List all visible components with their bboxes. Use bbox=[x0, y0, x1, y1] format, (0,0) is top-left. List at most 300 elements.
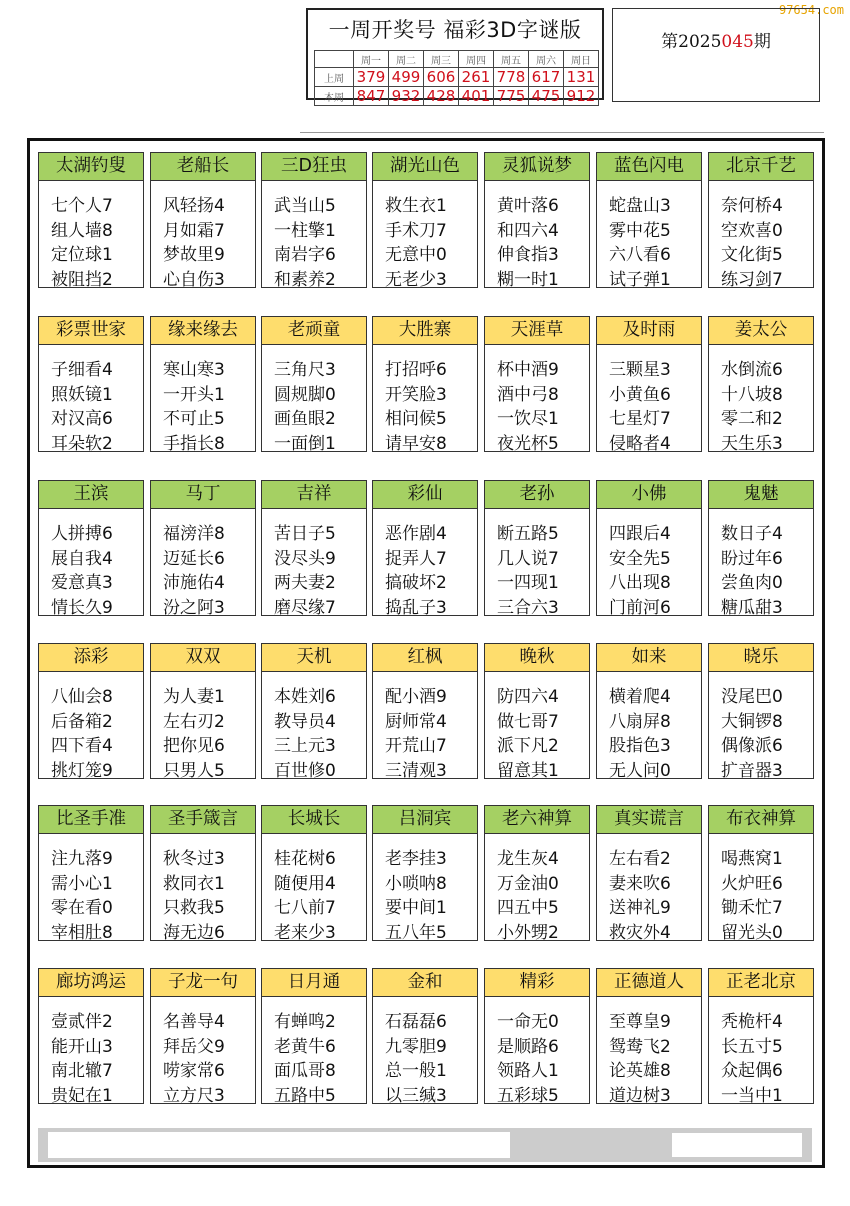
riddle-line: 八仙会8 bbox=[51, 687, 113, 707]
page-title: 一周开奖号 福彩3D字谜版 bbox=[328, 18, 582, 42]
riddle-line: 一柱擎1 bbox=[274, 220, 336, 241]
divider bbox=[300, 132, 824, 133]
riddle-line: 送神礼9 bbox=[609, 898, 671, 919]
riddle-line: 老来少3 bbox=[274, 923, 336, 944]
card-title: 如来 bbox=[597, 644, 701, 672]
riddle-line: 教导员4 bbox=[274, 711, 336, 732]
riddle-line: 面瓜哥8 bbox=[274, 1061, 336, 1082]
riddle-line: 试子弹1 bbox=[609, 270, 671, 291]
riddle-card bbox=[596, 480, 702, 619]
riddle-card bbox=[150, 968, 256, 1107]
riddle-line: 无老少3 bbox=[385, 270, 447, 291]
issue-box bbox=[612, 8, 820, 102]
card-body bbox=[262, 509, 366, 621]
card-body bbox=[151, 509, 255, 621]
riddle-line: 四跟后4 bbox=[609, 524, 671, 544]
riddle-line: 水倒流6 bbox=[721, 360, 783, 380]
riddle-line: 秃桅杆4 bbox=[721, 1012, 783, 1032]
riddle-line: 要中间1 bbox=[385, 898, 447, 919]
riddle-line: 风轻扬4 bbox=[163, 196, 225, 216]
riddle-line: 十八坡8 bbox=[721, 384, 783, 405]
riddle-line: 侵略者4 bbox=[609, 434, 671, 455]
card-body bbox=[262, 834, 366, 946]
riddle-card bbox=[708, 316, 814, 455]
card-title: 吉祥 bbox=[262, 481, 366, 509]
card-title: 蓝色闪电 bbox=[597, 153, 701, 181]
card-title: 王滨 bbox=[39, 481, 143, 509]
riddle-line: 耳朵软2 bbox=[51, 434, 113, 455]
card-title: 添彩 bbox=[39, 644, 143, 672]
riddle-line: 一四现1 bbox=[497, 573, 559, 594]
riddle-line: 盼过年6 bbox=[721, 548, 783, 569]
card-title: 太湖钓叟 bbox=[39, 153, 143, 181]
card-body bbox=[709, 997, 813, 1109]
riddle-line: 几人说7 bbox=[497, 548, 559, 569]
card-title: 布衣神算 bbox=[709, 806, 813, 834]
card-title: 红枫 bbox=[373, 644, 477, 672]
riddle-line: 没尾巴0 bbox=[721, 687, 783, 707]
card-body bbox=[709, 834, 813, 946]
riddle-line: 防四六4 bbox=[497, 687, 559, 707]
riddle-card bbox=[372, 152, 478, 291]
riddle-card bbox=[484, 805, 590, 944]
riddle-line: 只救我5 bbox=[163, 898, 225, 919]
riddle-line: 百世修0 bbox=[274, 761, 336, 782]
riddle-line: 奈何桥4 bbox=[721, 196, 783, 216]
card-title: 金和 bbox=[373, 969, 477, 997]
riddle-card bbox=[261, 480, 367, 619]
riddle-line: 能开山3 bbox=[51, 1036, 113, 1057]
riddle-line: 贵妃在1 bbox=[51, 1086, 113, 1107]
riddle-line: 酒中弓8 bbox=[497, 384, 559, 405]
riddle-card bbox=[261, 968, 367, 1107]
card-body bbox=[373, 181, 477, 293]
riddle-line: 圆规脚0 bbox=[274, 384, 336, 405]
draw-number: 912 bbox=[564, 87, 599, 106]
riddle-line: 糖瓜甜3 bbox=[721, 598, 783, 619]
footer-blank-left bbox=[48, 1132, 510, 1158]
riddle-line: 三清观3 bbox=[385, 761, 447, 782]
riddle-line: 搞破坏2 bbox=[385, 573, 447, 594]
riddle-line: 老李挂3 bbox=[385, 849, 447, 869]
day-label: 周三 bbox=[424, 51, 459, 68]
card-title: 北京千艺 bbox=[709, 153, 813, 181]
card-body bbox=[597, 672, 701, 784]
card-body bbox=[39, 997, 143, 1109]
riddle-card bbox=[596, 152, 702, 291]
riddle-card bbox=[372, 968, 478, 1107]
riddle-line: 锄禾忙7 bbox=[721, 898, 783, 919]
riddle-line: 道边树3 bbox=[609, 1086, 671, 1107]
riddle-card bbox=[372, 643, 478, 782]
riddle-line: 空欢喜0 bbox=[721, 220, 783, 241]
card-body bbox=[709, 672, 813, 784]
riddle-line: 有蝉鸣2 bbox=[274, 1012, 336, 1032]
riddle-line: 画鱼眼2 bbox=[274, 409, 336, 430]
riddle-line: 至尊皇9 bbox=[609, 1012, 671, 1032]
riddle-line: 秋冬过3 bbox=[163, 849, 225, 869]
riddle-card bbox=[38, 643, 144, 782]
riddle-line: 相问候5 bbox=[385, 409, 447, 430]
riddle-card bbox=[38, 316, 144, 455]
riddle-card bbox=[372, 480, 478, 619]
card-title: 比圣手准 bbox=[39, 806, 143, 834]
riddle-line: 爱意真3 bbox=[51, 573, 113, 594]
card-title: 大胜寨 bbox=[373, 317, 477, 345]
riddle-line: 照妖镜1 bbox=[51, 384, 113, 405]
riddle-line: 零在看0 bbox=[51, 898, 113, 919]
riddle-line: 心自伤3 bbox=[163, 270, 225, 291]
riddle-card bbox=[38, 480, 144, 619]
riddle-line: 随便用4 bbox=[274, 873, 336, 894]
card-title: 彩票世家 bbox=[39, 317, 143, 345]
riddle-line: 杯中酒9 bbox=[497, 360, 559, 380]
card-title: 彩仙 bbox=[373, 481, 477, 509]
card-body bbox=[39, 834, 143, 946]
day-label: 周六 bbox=[529, 51, 564, 68]
riddle-line: 磨尽缘7 bbox=[274, 598, 336, 619]
riddle-line: 人拼搏6 bbox=[51, 524, 113, 544]
riddle-card bbox=[150, 805, 256, 944]
riddle-line: 梦故里9 bbox=[163, 245, 225, 266]
card-body bbox=[151, 997, 255, 1109]
riddle-line: 迈延长6 bbox=[163, 548, 225, 569]
riddle-line: 领路人1 bbox=[497, 1061, 559, 1082]
riddle-line: 黄叶落6 bbox=[497, 196, 559, 216]
card-body bbox=[373, 509, 477, 621]
riddle-line: 偶像派6 bbox=[721, 736, 783, 757]
site-watermark: 97654.com bbox=[778, 3, 844, 17]
riddle-line: 苦日子5 bbox=[274, 524, 336, 544]
riddle-line: 两夫妻2 bbox=[274, 573, 336, 594]
riddle-card bbox=[150, 643, 256, 782]
riddle-line: 老黄牛6 bbox=[274, 1036, 336, 1057]
riddle-line: 练习剑7 bbox=[721, 270, 783, 291]
riddle-line: 手术刀7 bbox=[385, 220, 447, 241]
riddle-line: 恶作剧4 bbox=[385, 524, 447, 544]
card-body bbox=[373, 345, 477, 457]
card-title: 小佛 bbox=[597, 481, 701, 509]
issue-number: 第2025045期 bbox=[661, 32, 771, 52]
riddle-line: 尝鱼肉0 bbox=[721, 573, 783, 594]
draw-number: 499 bbox=[389, 68, 424, 87]
card-title: 三D狂虫 bbox=[262, 153, 366, 181]
riddle-line: 一命无0 bbox=[497, 1012, 559, 1032]
card-body bbox=[151, 345, 255, 457]
riddle-line: 一饮尽1 bbox=[497, 409, 559, 430]
day-label: 周一 bbox=[354, 51, 389, 68]
riddle-line: 是顺路6 bbox=[497, 1036, 559, 1057]
card-title: 晚秋 bbox=[485, 644, 589, 672]
card-title: 灵狐说梦 bbox=[485, 153, 589, 181]
card-title: 老六神算 bbox=[485, 806, 589, 834]
riddle-line: 一当中1 bbox=[721, 1086, 783, 1107]
riddle-line: 五彩球5 bbox=[497, 1086, 559, 1107]
day-label: 周日 bbox=[564, 51, 599, 68]
riddle-line: 万金油0 bbox=[497, 873, 559, 894]
riddle-line: 一开头1 bbox=[163, 384, 225, 405]
riddle-line: 做七哥7 bbox=[497, 711, 559, 732]
riddle-line: 妻来吹6 bbox=[609, 873, 671, 894]
riddle-card bbox=[372, 805, 478, 944]
riddle-line: 门前河6 bbox=[609, 598, 671, 619]
riddle-line: 鸳鸯飞2 bbox=[609, 1036, 671, 1057]
riddle-card bbox=[708, 152, 814, 291]
riddle-line: 小唢呐8 bbox=[385, 873, 447, 894]
riddle-line: 四下看4 bbox=[51, 736, 113, 757]
riddle-line: 福滂洋8 bbox=[163, 524, 225, 544]
this-week-row bbox=[315, 87, 599, 106]
card-body bbox=[597, 997, 701, 1109]
riddle-line: 后备箱2 bbox=[51, 711, 113, 732]
riddle-line: 以三缄3 bbox=[385, 1086, 447, 1107]
card-body bbox=[597, 345, 701, 457]
riddle-card bbox=[38, 805, 144, 944]
riddle-line: 零二和2 bbox=[721, 409, 783, 430]
card-body bbox=[709, 181, 813, 293]
card-title: 老船长 bbox=[151, 153, 255, 181]
card-body bbox=[373, 672, 477, 784]
riddle-line: 被阻挡2 bbox=[51, 270, 113, 291]
riddle-line: 总一般1 bbox=[385, 1061, 447, 1082]
riddle-card bbox=[484, 643, 590, 782]
card-body bbox=[373, 834, 477, 946]
riddle-line: 五八年5 bbox=[385, 923, 447, 944]
card-title: 老顽童 bbox=[262, 317, 366, 345]
riddle-line: 挑灯笼9 bbox=[51, 761, 113, 782]
riddle-card bbox=[708, 643, 814, 782]
riddle-card bbox=[708, 805, 814, 944]
riddle-line: 请早安8 bbox=[385, 434, 447, 455]
draw-number: 617 bbox=[529, 68, 564, 87]
draw-number: 932 bbox=[389, 87, 424, 106]
riddle-card bbox=[38, 968, 144, 1107]
riddle-line: 小外甥2 bbox=[497, 923, 559, 944]
riddle-line: 八出现8 bbox=[609, 573, 671, 594]
weekly-results-box bbox=[306, 8, 604, 105]
riddle-line: 本姓刘6 bbox=[274, 687, 336, 707]
riddle-line: 情长久9 bbox=[51, 598, 113, 619]
card-title: 正德道人 bbox=[597, 969, 701, 997]
riddle-line: 定位球1 bbox=[51, 245, 113, 266]
riddle-card bbox=[484, 152, 590, 291]
riddle-line: 文化街5 bbox=[721, 245, 783, 266]
draw-number: 775 bbox=[494, 87, 529, 106]
card-body bbox=[39, 345, 143, 457]
card-title: 天涯草 bbox=[485, 317, 589, 345]
riddle-line: 把你见6 bbox=[163, 736, 225, 757]
card-title: 长城长 bbox=[262, 806, 366, 834]
riddle-line: 留光头0 bbox=[721, 923, 783, 944]
riddle-line: 立方尺3 bbox=[163, 1086, 225, 1107]
card-body bbox=[39, 181, 143, 293]
draw-number: 401 bbox=[459, 87, 494, 106]
riddle-line: 救灾外4 bbox=[609, 923, 671, 944]
riddle-line: 宰相肚8 bbox=[51, 923, 113, 944]
riddle-line: 七八前7 bbox=[274, 898, 336, 919]
riddle-card bbox=[484, 316, 590, 455]
riddle-line: 和四六4 bbox=[497, 220, 559, 241]
riddle-line: 八扇屏8 bbox=[609, 711, 671, 732]
riddle-line: 六八看6 bbox=[609, 245, 671, 266]
riddle-line: 留意其1 bbox=[497, 761, 559, 782]
riddle-line: 三合六3 bbox=[497, 598, 559, 619]
draw-number: 261 bbox=[459, 68, 494, 87]
riddle-line: 左右刃2 bbox=[163, 711, 225, 732]
riddle-line: 众起偶6 bbox=[721, 1061, 783, 1082]
riddle-line: 龙生灰4 bbox=[497, 849, 559, 869]
card-body bbox=[262, 345, 366, 457]
riddle-line: 大铜锣8 bbox=[721, 711, 783, 732]
day-header-row bbox=[315, 51, 599, 68]
riddle-line: 没尽头9 bbox=[274, 548, 336, 569]
riddle-line: 无人问0 bbox=[609, 761, 671, 782]
riddle-card bbox=[261, 643, 367, 782]
card-title: 正老北京 bbox=[709, 969, 813, 997]
riddle-line: 三上元3 bbox=[274, 736, 336, 757]
day-label: 周二 bbox=[389, 51, 424, 68]
riddle-card bbox=[261, 805, 367, 944]
card-body bbox=[485, 672, 589, 784]
last-week-row bbox=[315, 68, 599, 87]
riddle-line: 桂花树6 bbox=[274, 849, 336, 869]
riddle-line: 股指色3 bbox=[609, 736, 671, 757]
riddle-line: 夜光杯5 bbox=[497, 434, 559, 455]
riddle-line: 拜岳父9 bbox=[163, 1036, 225, 1057]
riddle-line: 小黄鱼6 bbox=[609, 384, 671, 405]
card-title: 圣手箴言 bbox=[151, 806, 255, 834]
card-body bbox=[485, 997, 589, 1109]
riddle-line: 蛇盘山3 bbox=[609, 196, 671, 216]
day-label: 周五 bbox=[494, 51, 529, 68]
riddle-line: 武当山5 bbox=[274, 196, 336, 216]
riddle-line: 七个人7 bbox=[51, 196, 113, 216]
riddle-line: 糊一时1 bbox=[497, 270, 559, 291]
riddle-line: 为人妻1 bbox=[163, 687, 225, 707]
draw-number: 475 bbox=[529, 87, 564, 106]
card-body bbox=[597, 834, 701, 946]
riddle-line: 汾之阿3 bbox=[163, 598, 225, 619]
riddle-line: 三角尺3 bbox=[274, 360, 336, 380]
card-body bbox=[262, 997, 366, 1109]
card-body bbox=[39, 509, 143, 621]
riddle-card bbox=[596, 805, 702, 944]
footer-blank-right bbox=[672, 1133, 802, 1157]
riddle-line: 捣乱子3 bbox=[385, 598, 447, 619]
riddle-line: 海无边6 bbox=[163, 923, 225, 944]
card-title: 及时雨 bbox=[597, 317, 701, 345]
card-title: 湖光山色 bbox=[373, 153, 477, 181]
riddle-card bbox=[261, 316, 367, 455]
card-title: 鬼魅 bbox=[709, 481, 813, 509]
card-body bbox=[262, 672, 366, 784]
riddle-line: 九零胆9 bbox=[385, 1036, 447, 1057]
draw-number: 606 bbox=[424, 68, 459, 87]
riddle-line: 配小酒9 bbox=[385, 687, 447, 707]
riddle-line: 伸食指3 bbox=[497, 245, 559, 266]
riddle-line: 南岩字6 bbox=[274, 245, 336, 266]
card-title: 老孙 bbox=[485, 481, 589, 509]
riddle-line: 月如霜7 bbox=[163, 220, 225, 241]
riddle-line: 手指长8 bbox=[163, 434, 225, 455]
riddle-card bbox=[150, 316, 256, 455]
riddle-line: 雾中花5 bbox=[609, 220, 671, 241]
riddle-line: 对汉高6 bbox=[51, 409, 113, 430]
card-body bbox=[151, 672, 255, 784]
draw-number: 428 bbox=[424, 87, 459, 106]
card-body bbox=[709, 509, 813, 621]
riddle-line: 需小心1 bbox=[51, 873, 113, 894]
day-label: 周四 bbox=[459, 51, 494, 68]
riddle-line: 断五路5 bbox=[497, 524, 559, 544]
card-body bbox=[597, 181, 701, 293]
riddle-card bbox=[372, 316, 478, 455]
riddle-line: 四五中5 bbox=[497, 898, 559, 919]
riddle-card bbox=[596, 968, 702, 1107]
riddle-card bbox=[484, 480, 590, 619]
riddle-line: 厨师常4 bbox=[385, 711, 447, 732]
card-title: 真实谎言 bbox=[597, 806, 701, 834]
riddle-line: 横着爬4 bbox=[609, 687, 671, 707]
card-title: 缘来缘去 bbox=[151, 317, 255, 345]
riddle-line: 南北辙7 bbox=[51, 1061, 113, 1082]
riddle-card bbox=[596, 643, 702, 782]
riddle-line: 长五寸5 bbox=[721, 1036, 783, 1057]
riddle-line: 子细看4 bbox=[51, 360, 113, 380]
riddle-line: 一面倒1 bbox=[274, 434, 336, 455]
draw-number: 778 bbox=[494, 68, 529, 87]
card-title: 精彩 bbox=[485, 969, 589, 997]
riddle-line: 救生衣1 bbox=[385, 196, 447, 216]
draw-number: 131 bbox=[564, 68, 599, 87]
riddle-card bbox=[484, 968, 590, 1107]
riddle-line: 安全先5 bbox=[609, 548, 671, 569]
riddle-line: 七星灯7 bbox=[609, 409, 671, 430]
riddle-card bbox=[708, 968, 814, 1107]
card-body bbox=[151, 181, 255, 293]
card-body bbox=[262, 181, 366, 293]
riddle-line: 展自我4 bbox=[51, 548, 113, 569]
riddle-line: 开荒山7 bbox=[385, 736, 447, 757]
riddle-line: 只男人5 bbox=[163, 761, 225, 782]
riddle-line: 数日子4 bbox=[721, 524, 783, 544]
card-title: 廊坊鸿运 bbox=[39, 969, 143, 997]
card-body bbox=[39, 672, 143, 784]
weekly-results-table bbox=[314, 50, 599, 106]
card-title: 天机 bbox=[262, 644, 366, 672]
riddle-line: 沛施佑4 bbox=[163, 573, 225, 594]
riddle-line: 喝燕窝1 bbox=[721, 849, 783, 869]
card-body bbox=[485, 181, 589, 293]
card-title: 马丁 bbox=[151, 481, 255, 509]
draw-number: 379 bbox=[354, 68, 389, 87]
riddle-line: 石磊磊6 bbox=[385, 1012, 447, 1032]
card-title: 吕洞宾 bbox=[373, 806, 477, 834]
riddle-card bbox=[596, 316, 702, 455]
riddle-card bbox=[150, 152, 256, 291]
card-body bbox=[485, 345, 589, 457]
card-body bbox=[709, 345, 813, 457]
riddle-line: 注九落9 bbox=[51, 849, 113, 869]
draw-number: 847 bbox=[354, 87, 389, 106]
card-body bbox=[485, 834, 589, 946]
riddle-line: 三颗星3 bbox=[609, 360, 671, 380]
riddle-line: 救同衣1 bbox=[163, 873, 225, 894]
this-week-label: 本周 bbox=[315, 87, 354, 106]
riddle-line: 扩音器3 bbox=[721, 761, 783, 782]
riddle-line: 派下凡2 bbox=[497, 736, 559, 757]
last-week-label: 上周 bbox=[315, 68, 354, 87]
